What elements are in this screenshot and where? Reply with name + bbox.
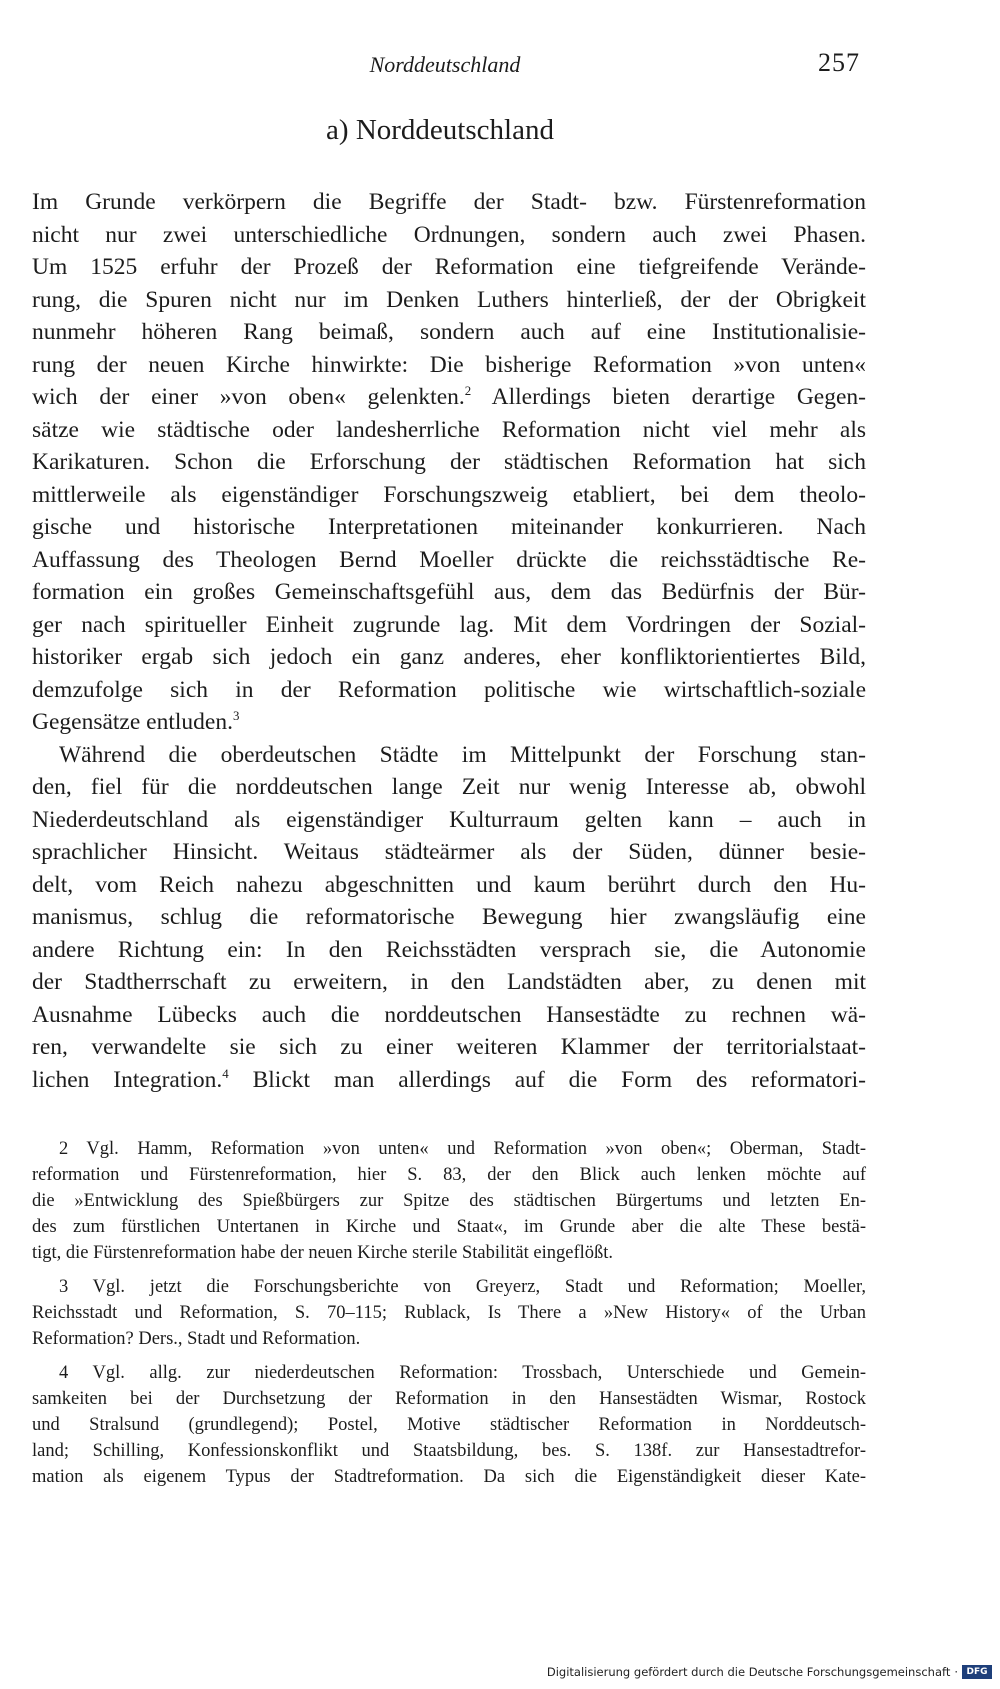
- body-line: rung, die Spuren nicht nur im Denken Luthers hinterließ, der der Obrigkeit: [32, 286, 866, 313]
- body-line-text: Blickt man allerdings auf die Form des reformatori-: [228, 1066, 866, 1093]
- body-line: sätze wie städtische oder landesherrliche Reformation nicht viel mehr als: [32, 416, 866, 443]
- body-line-text: lichen Integration.: [32, 1066, 223, 1093]
- dfg-logo-icon: DFG: [962, 1665, 992, 1679]
- footnote-line: des zum fürstlichen Untertanen in Kirche und Staat«, im Grunde aber die alte These bestä-: [32, 1217, 866, 1237]
- body-line: [32, 381, 866, 414]
- body-line: gische und historische Interpretationen miteinander konkurrieren. Nach: [32, 514, 866, 540]
- body-line: mittlerweile als eigenständiger Forschungszweig etabliert, bei dem theolo-: [32, 481, 866, 508]
- footnote-line: mation als eigenem Typus der Stadtreformation. Da sich die Eigenständigkeit dieser Kate-: [32, 1467, 866, 1487]
- body-line-text: Allerdings bieten derartige Gegen-: [471, 384, 866, 410]
- footnote-line: und Stralsund (grundlegend); Postel, Motive städtischer Reformation in Norddeutsch-: [32, 1415, 866, 1435]
- footnote-3: [32, 1274, 866, 1352]
- body-line: Um 1525 erfuhr der Prozeß der Reformation eine tiefgreifende Verände-: [32, 254, 866, 280]
- body-line: nicht nur zwei unterschiedliche Ordnungen, sondern auch zwei Phasen.: [32, 221, 866, 248]
- footnote-line: Reichsstadt und Reformation, S. 70–115; Rublack, Is There a »New History« of the Urban: [32, 1303, 866, 1323]
- digitization-credit: Digitalisierung gefördert durch die Deutsche Forschungsgemeinschaft · DFG: [547, 1663, 992, 1681]
- footnote-4: [32, 1360, 866, 1490]
- footnote-line: samkeiten bei der Durchsetzung der Reformation in den Hansestädten Wismar, Rostock: [32, 1389, 866, 1409]
- footnote-ref-3[interactable]: 3: [232, 707, 240, 723]
- credit-text: Digitalisierung gefördert durch die Deutsche Forschungsgemeinschaft: [546, 1665, 951, 1679]
- page-number: 257: [818, 48, 860, 77]
- footnote-line: reformation und Fürstenreformation, hier S. 83, der den Blick auch lenken möchte auf: [32, 1165, 866, 1185]
- body-line: der Stadtherrschaft zu erweitern, in den Landstädten aber, zu denen mit: [32, 969, 866, 995]
- section-heading: a) Norddeutschland: [326, 114, 554, 146]
- footnote-ref-2[interactable]: 2: [464, 382, 472, 398]
- footnote-line: Reformation? Ders., Stadt und Reformation.: [32, 1329, 361, 1349]
- body-line: den, fiel für die norddeutschen lange Zeit nur wenig Interesse ab, obwohl: [32, 774, 866, 800]
- body-line: Ausnahme Lübecks auch die norddeutschen Hansestädte zu rechnen wä-: [32, 1001, 866, 1028]
- body-line: [32, 706, 866, 739]
- footnote-line: die »Entwicklung des Spießbürgers zur Spitze des städtischen Bürgertums und letzten En-: [32, 1191, 866, 1211]
- body-line: rung der neuen Kirche hinwirkte: Die bisherige Reformation »von unten«: [32, 351, 866, 378]
- body-line: Im Grunde verkörpern die Begriffe der Stadt- bzw. Fürstenreformation: [32, 189, 866, 215]
- running-title: Norddeutschland: [369, 52, 521, 77]
- footnote-line: 2 Vgl. Hamm, Reformation »von unten« und Reformation »von oben«; Oberman, Stadt-: [59, 1139, 866, 1159]
- body-line: sprachlicher Hinsicht. Weitaus städteärmer als der Süden, dünner besie-: [32, 839, 866, 865]
- footnote-line: land; Schilling, Konfessionskonflikt und Staatsbildung, bes. S. 138f. zur Hansestadtrefor-: [32, 1441, 866, 1461]
- body-line: historiker ergab sich jedoch ein ganz anderes, eher konfliktorientiertes Bild,: [32, 644, 866, 670]
- body-line: Während die oberdeutschen Städte im Mittelpunkt der Forschung stan-: [59, 741, 866, 768]
- body-line: andere Richtung ein: In den Reichsstädten versprach sie, die Autonomie: [32, 936, 866, 963]
- body-line-text: wich der einer »von oben« gelenkten.: [32, 384, 465, 410]
- body-text: [32, 186, 866, 1096]
- footnote-2: [32, 1136, 866, 1266]
- running-head: [30, 48, 860, 82]
- body-line: ren, verwandelte sie sich zu einer weiteren Klammer der territorialstaat-: [32, 1034, 866, 1060]
- footnote-line: tigt, die Fürstenreformation habe der neuen Kirche sterile Stabilität eingeflößt.: [32, 1243, 614, 1263]
- footnotes: [32, 1136, 866, 1498]
- footnote-line: 3 Vgl. jetzt die Forschungsberichte von Greyerz, Stadt und Reformation; Moeller,: [59, 1277, 866, 1297]
- footnote-ref-4[interactable]: 4: [222, 1065, 229, 1081]
- body-line: demzufolge sich in der Reformation politische wie wirtschaftlich-soziale: [32, 676, 866, 703]
- body-line: Karikaturen. Schon die Erforschung der städtischen Reformation hat sich: [32, 449, 866, 475]
- body-line-text: Gegensätze entluden.: [32, 709, 233, 735]
- footnote-line: 4 Vgl. allg. zur niederdeutschen Reformation: Trossbach, Unterschiede und Gemein-: [59, 1363, 866, 1383]
- body-line: Auffassung des Theologen Bernd Moeller drückte die reichsstädtische Re-: [32, 546, 866, 573]
- body-line: Niederdeutschland als eigenständiger Kulturraum gelten kann – auch in: [32, 806, 866, 833]
- body-line: manismus, schlug die reformatorische Bewegung hier zwangsläufig eine: [32, 904, 866, 930]
- body-line: ger nach spiritueller Einheit zugrunde lag. Mit dem Vordringen der Sozial-: [32, 611, 866, 638]
- body-line: nunmehr höheren Rang beimaß, sondern auch auf eine Institutionalisie-: [32, 319, 866, 345]
- body-line: [32, 1064, 866, 1097]
- body-line: delt, vom Reich nahezu abgeschnitten und kaum berührt durch den Hu-: [32, 871, 866, 898]
- body-line: formation ein großes Gemeinschaftsgefühl aus, dem das Bedürfnis der Bür-: [32, 579, 866, 605]
